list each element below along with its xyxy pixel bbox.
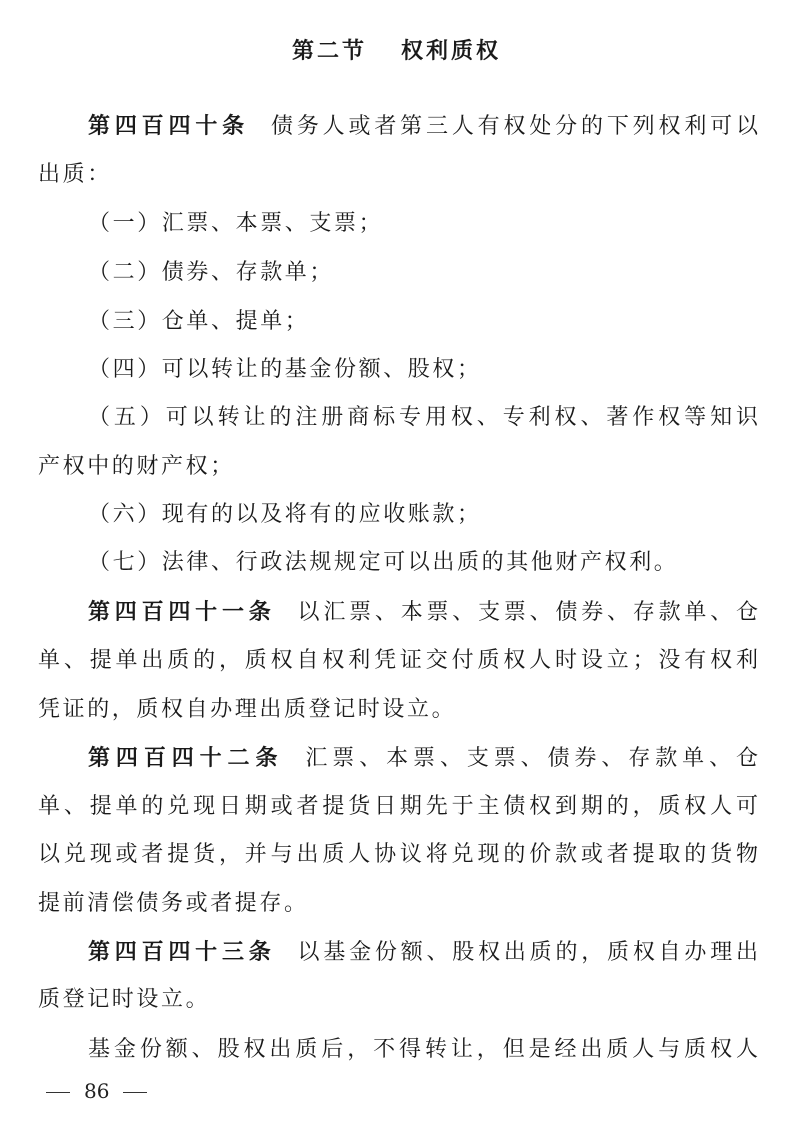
section-title: 权利质权	[401, 38, 502, 64]
article-440-line-1	[88, 111, 758, 142]
page-number: 86	[84, 1079, 110, 1103]
text-line: 产权中的财产权；	[38, 454, 235, 479]
footer-dash-left	[46, 1092, 70, 1093]
list-item: （六）现有的以及将有的应收账款；	[88, 502, 482, 527]
text-line: 以兑现或者提货，并与出质人协议将兑现的价款或者提取的货物	[38, 842, 758, 867]
text-line: 单、提单出质的，质权自权利凭证交付质权人时设立；没有权利	[38, 648, 758, 673]
text-line: 基金份额、股权出质后，不得转让，但是经出质人与质权人	[88, 1037, 758, 1062]
article-number: 第四百四十条	[88, 113, 249, 139]
list-item: （七）法律、行政法规规定可以出质的其他财产权利。	[88, 550, 679, 575]
text-line: 单、提单的兑现日期或者提货日期先于主债权到期的，质权人可	[38, 794, 758, 819]
article-text: 以汇票、本票、支票、债券、存款单、仓	[297, 600, 758, 625]
footer-dash-right	[123, 1092, 147, 1093]
list-item: （五）可以转让的注册商标专用权、专利权、著作权等知识	[88, 405, 758, 430]
article-number: 第四百四十三条	[88, 939, 276, 965]
article-441-line-1	[88, 597, 758, 628]
article-number: 第四百四十二条	[88, 745, 284, 771]
article-text: 汇票、本票、支票、债券、存款单、仓	[305, 746, 758, 771]
list-item: （四）可以转让的基金份额、股权；	[88, 357, 482, 382]
page-footer	[46, 1079, 147, 1103]
section-number: 第二节	[291, 38, 367, 64]
list-item: （三）仓单、提单；	[88, 309, 310, 334]
text-line: 凭证的，质权自办理出质登记时设立。	[38, 697, 457, 722]
article-number: 第四百四十一条	[88, 599, 276, 625]
text-line: 质登记时设立。	[38, 987, 211, 1012]
list-item: （一）汇票、本票、支票；	[88, 211, 384, 236]
section-heading	[0, 34, 793, 65]
text-line: 出质：	[38, 162, 112, 187]
text-line: 提前清偿债务或者提存。	[38, 891, 309, 916]
article-442-line-1	[88, 743, 758, 774]
article-text: 以基金份额、股权出质的，质权自办理出	[297, 940, 758, 965]
article-443-line-1	[88, 937, 758, 968]
list-item: （二）债券、存款单；	[88, 260, 335, 285]
article-text: 债务人或者第三人有权处分的下列权利可以	[271, 114, 758, 139]
